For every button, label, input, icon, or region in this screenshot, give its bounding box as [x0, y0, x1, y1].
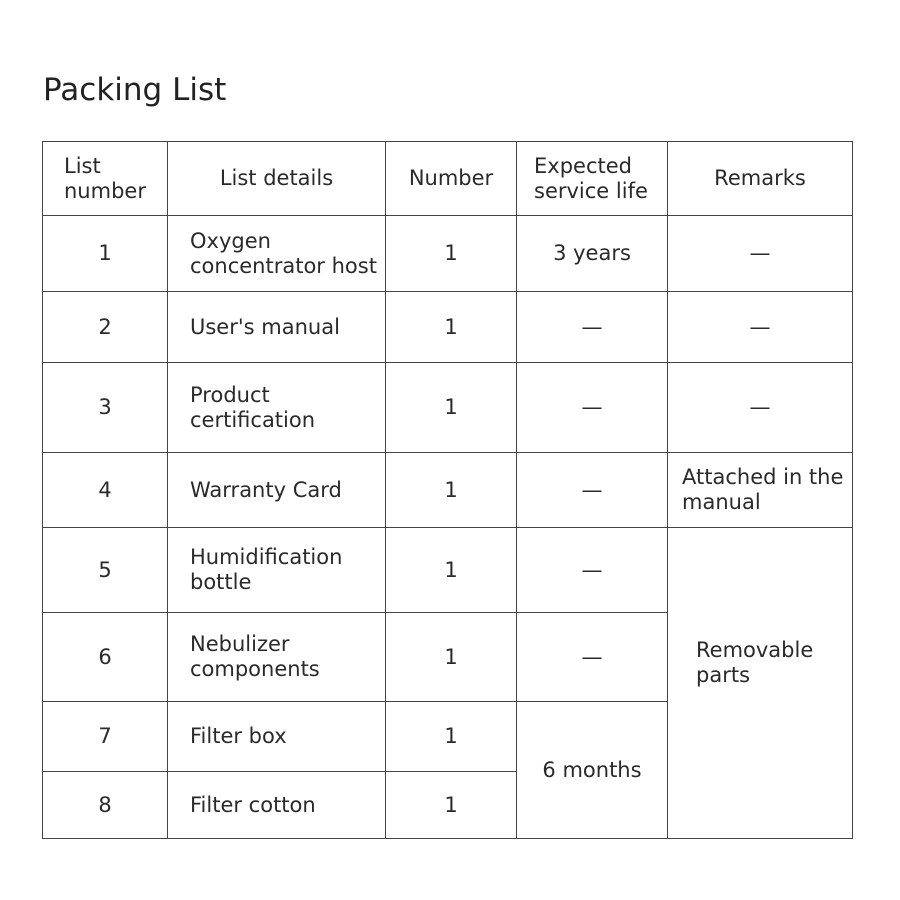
header-expected-service-life: Expected service life	[517, 142, 668, 216]
cell-remarks: —	[668, 216, 853, 292]
cell-remarks: —	[668, 363, 853, 453]
cell-details: Oxygen concentrator host	[168, 216, 386, 292]
cell-details: Nebulizer components	[168, 613, 386, 702]
table-row	[43, 453, 853, 528]
cell-list-number: 7	[43, 702, 168, 772]
table-header-row	[43, 142, 853, 216]
header-list-details: List details	[168, 142, 386, 216]
cell-details: User's manual	[168, 292, 386, 363]
cell-remarks: —	[668, 292, 853, 363]
cell-list-number: 1	[43, 216, 168, 292]
cell-number: 1	[386, 453, 517, 528]
cell-details: Filter cotton	[168, 772, 386, 839]
cell-list-number: 3	[43, 363, 168, 453]
cell-list-number: 2	[43, 292, 168, 363]
cell-service-life: —	[517, 453, 668, 528]
cell-details: Warranty Card	[168, 453, 386, 528]
cell-number: 1	[386, 363, 517, 453]
cell-service-life: —	[517, 292, 668, 363]
cell-number: 1	[386, 216, 517, 292]
cell-number: 1	[386, 613, 517, 702]
cell-details: Product certification	[168, 363, 386, 453]
cell-details: Humidification bottle	[168, 528, 386, 613]
header-list-number: List number	[43, 142, 168, 216]
cell-number: 1	[386, 292, 517, 363]
packing-list-table	[42, 141, 853, 839]
cell-remarks-merged: Removable parts	[668, 528, 853, 839]
cell-number: 1	[386, 528, 517, 613]
cell-number: 1	[386, 772, 517, 839]
page-title: Packing List	[43, 72, 227, 108]
cell-details: Filter box	[168, 702, 386, 772]
cell-service-life-merged: 6 months	[517, 702, 668, 839]
cell-service-life: 3 years	[517, 216, 668, 292]
cell-service-life: —	[517, 613, 668, 702]
cell-remarks: Attached in the manual	[668, 453, 853, 528]
cell-list-number: 4	[43, 453, 168, 528]
header-number: Number	[386, 142, 517, 216]
cell-list-number: 6	[43, 613, 168, 702]
header-remarks: Remarks	[668, 142, 853, 216]
table-row	[43, 528, 853, 613]
cell-list-number: 5	[43, 528, 168, 613]
cell-service-life: —	[517, 528, 668, 613]
cell-service-life: —	[517, 363, 668, 453]
cell-number: 1	[386, 702, 517, 772]
table-row	[43, 363, 853, 453]
table-row	[43, 216, 853, 292]
table-row	[43, 292, 853, 363]
cell-list-number: 8	[43, 772, 168, 839]
